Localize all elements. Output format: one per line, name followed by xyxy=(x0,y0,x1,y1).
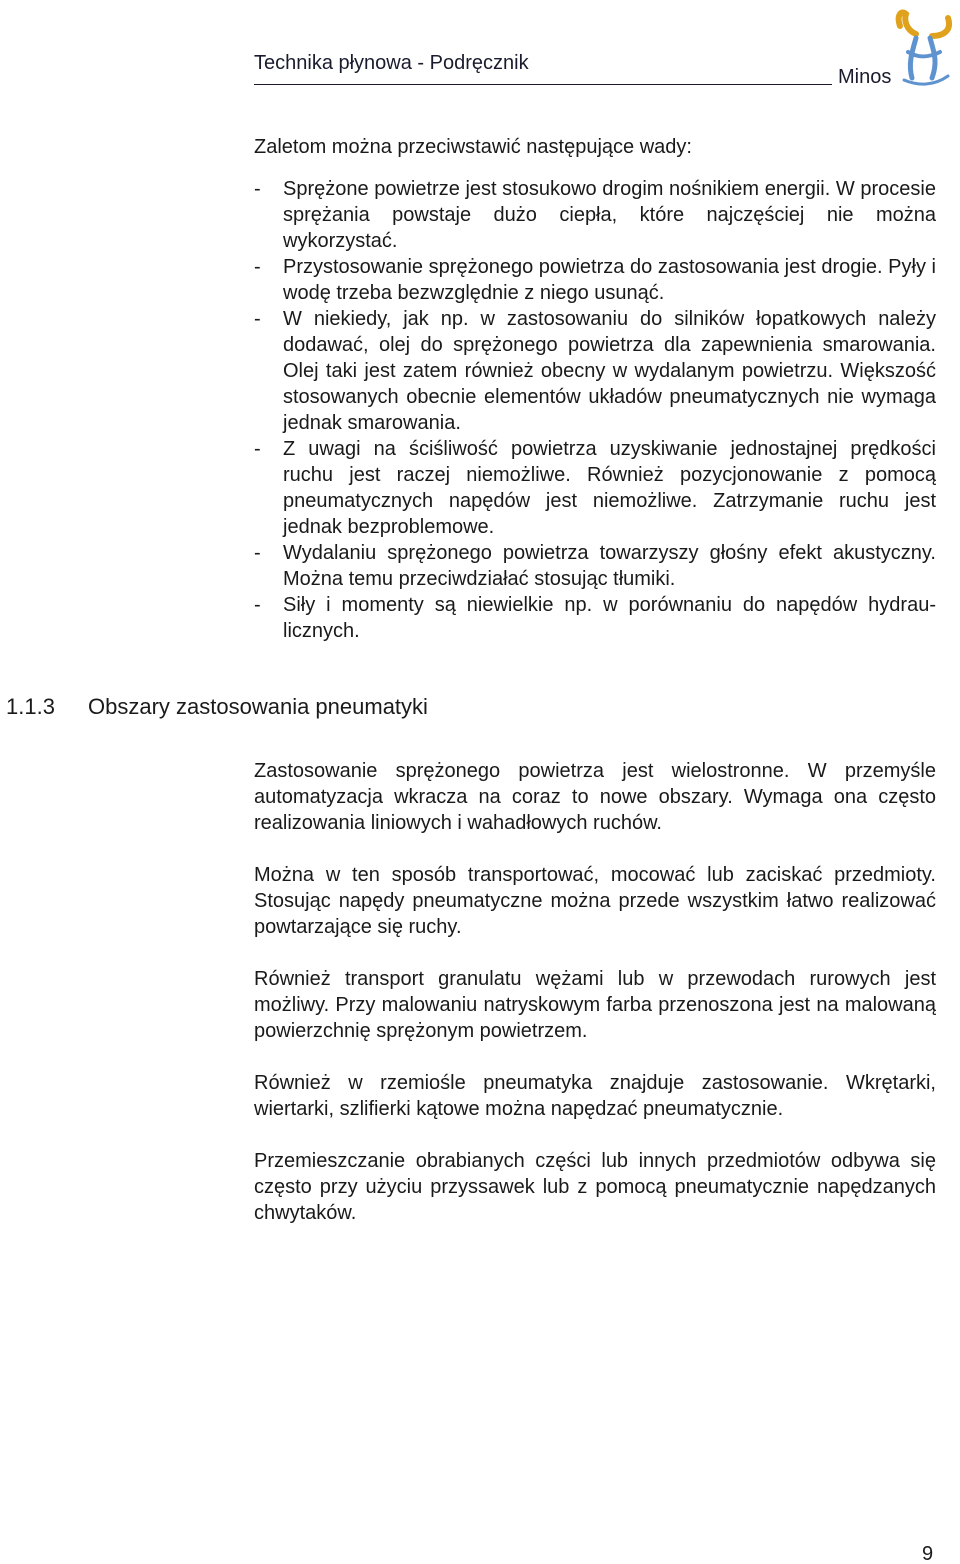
list-dash: - xyxy=(254,178,261,200)
paragraph: Można w ten sposób transportować, mocować lub zaciskać przedmioty. Stosując napędy pneumatyczne można przede wszystkim łatwo realizować powtarzające się ruchy. xyxy=(254,864,936,938)
disadvantages-list xyxy=(254,176,936,644)
paragraph: Również w rzemiośle pneumatyka znajduje zastosowanie. Wkrętarki, wiertarki, szlifierki kątowe można napędzać pneumatycznie. xyxy=(254,1072,936,1120)
list-dash: - xyxy=(254,256,261,278)
list-item-text: Przystosowanie sprężonego powietrza do zastosowania jest drogie. Pyły i wodę trzeba bezwzględnie z niego usunąć. xyxy=(283,256,936,304)
paragraph: Zastosowanie sprężonego powietrza jest wielostronne. W przemyśle automatyzacja wkracza na coraz to nowe obszary. Wymaga ona często realizowania liniowych i wahadłowych ruchów. xyxy=(254,760,936,834)
section-body xyxy=(254,758,936,1252)
list-item xyxy=(254,540,936,592)
paragraph: Przemieszczanie obrabianych części lub innych przedmiotów odbywa się często przy użyciu przyssawek lub z pomocą pneumatycznie napędzanych chwytaków. xyxy=(254,1150,936,1224)
page-number: 9 xyxy=(922,1543,934,1564)
list-item-text: Z uwagi na ściśliwość powietrza uzyskiwanie jednostajnej prędkości ruchu jest raczej niemożliwe. Również pozycjonowanie z pomocą pneumatycznych napędów jest niemożliwe. Zatrzymanie ruchu jest jednak bezproblemowe. xyxy=(283,438,936,538)
section-number: 1.1.3 xyxy=(6,694,55,719)
header-title: Technika płynowa - Podręcznik xyxy=(254,52,529,74)
list-item-text: Siły i momenty są niewielkie np. w porównaniu do napędów hydrau-licznych. xyxy=(283,594,936,642)
section-heading xyxy=(6,694,428,720)
list-dash: - xyxy=(254,594,261,616)
list-item-text: W niekiedy, jak np. w zastosowaniu do silników łopatkowych należy dodawać, olej do sprężonego powietrza dla zapewnienia smarowania. Olej taki jest zatem również obecny w wydalanym powietrzu. Większość stosowanych obecnie elementów układów pneumatycznych nie wymaga jednak smarowania. xyxy=(283,308,936,434)
list-item xyxy=(254,306,936,436)
paragraph: Również transport granulatu wężami lub w przewodach rurowych jest możliwy. Przy malowaniu natryskowym farba przenoszona jest na malowaną powierzchnię sprężonym powietrzem. xyxy=(254,968,936,1042)
list-dash: - xyxy=(254,308,261,330)
minos-logo-icon xyxy=(894,8,954,88)
list-dash: - xyxy=(254,438,261,460)
list-item xyxy=(254,592,936,644)
intro-text: Zaletom można przeciwstawić następujące wady: xyxy=(254,136,692,158)
list-item xyxy=(254,254,936,306)
header-rule xyxy=(254,84,832,85)
list-item xyxy=(254,176,936,254)
list-dash: - xyxy=(254,542,261,564)
list-item-text: Sprężone powietrze jest stosukowo drogim nośnikiem energii. W procesie sprężania powstaje dużo ciepła, które najczęściej nie można wykorzystać. xyxy=(283,178,936,252)
header-brand: Minos xyxy=(838,66,892,88)
section-title: Obszary zastosowania pneumatyki xyxy=(88,694,428,719)
list-item xyxy=(254,436,936,540)
list-item-text: Wydalaniu sprężonego powietrza towarzyszy głośny efekt akustyczny. Można temu przeciwdziałać stosując tłumiki. xyxy=(283,542,936,590)
